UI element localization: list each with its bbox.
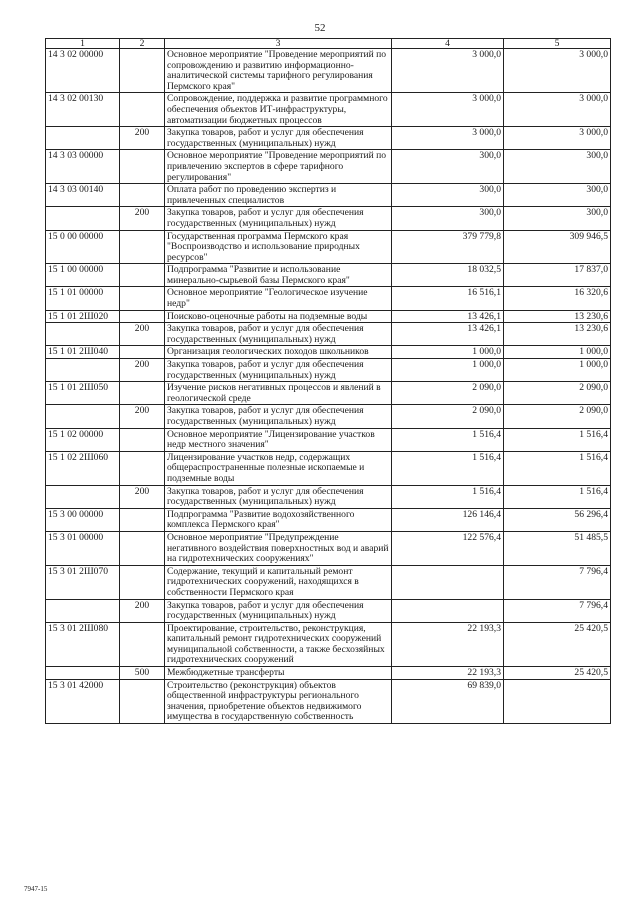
cell-code: 14 3 03 00140 [46, 184, 120, 207]
cell-expense-type: 200 [120, 599, 165, 622]
cell-expense-type: 200 [120, 485, 165, 508]
cell-expense-type [120, 93, 165, 127]
table-row [46, 428, 611, 451]
cell-expense-type [120, 264, 165, 287]
cell-name: Содержание, текущий и капитальный ремонт гидротехнических сооружений, находящихся в собственности Пермского края [165, 565, 392, 599]
cell-amount-year-2: 3 000,0 [504, 93, 611, 127]
table-row [46, 531, 611, 565]
cell-expense-type: 200 [120, 323, 165, 346]
cell-expense-type [120, 531, 165, 565]
cell-name: Основное мероприятие "Проведение мероприятий по сопровождению и развитию информационно-аналитической системы тарифного регулирования Пермского края" [165, 49, 392, 93]
cell-expense-type: 200 [120, 359, 165, 382]
cell-name: Государственная программа Пермского края "Воспроизводство и использование природных ресурсов" [165, 230, 392, 264]
cell-amount-year-1: 1 000,0 [392, 359, 504, 382]
cell-expense-type [120, 287, 165, 310]
cell-code: 15 3 00 00000 [46, 508, 120, 531]
cell-code: 15 1 01 2Ш050 [46, 382, 120, 405]
cell-amount-year-1: 3 000,0 [392, 93, 504, 127]
cell-amount-year-1: 300,0 [392, 184, 504, 207]
cell-expense-type [120, 679, 165, 723]
cell-amount-year-1: 22 193,3 [392, 667, 504, 680]
cell-amount-year-1: 1 516,4 [392, 451, 504, 485]
cell-code: 15 1 01 00000 [46, 287, 120, 310]
cell-name: Закупка товаров, работ и услуг для обеспечения государственных (муниципальных) нужд [165, 599, 392, 622]
cell-expense-type: 200 [120, 405, 165, 428]
cell-expense-type [120, 346, 165, 359]
table-row [46, 310, 611, 323]
table-row [46, 127, 611, 150]
budget-table [45, 38, 611, 724]
cell-code: 15 3 01 42000 [46, 679, 120, 723]
cell-name: Закупка товаров, работ и услуг для обеспечения государственных (муниципальных) нужд [165, 405, 392, 428]
cell-expense-type [120, 150, 165, 184]
cell-name: Изучение рисков негативных процессов и явлений в геологической среде [165, 382, 392, 405]
table-row [46, 485, 611, 508]
table-row [46, 323, 611, 346]
cell-amount-year-1: 122 576,4 [392, 531, 504, 565]
cell-expense-type: 200 [120, 127, 165, 150]
cell-expense-type: 500 [120, 667, 165, 680]
cell-code [46, 485, 120, 508]
table-row [46, 264, 611, 287]
footer-code: 7947-15 [24, 885, 48, 893]
cell-code [46, 323, 120, 346]
cell-code: 14 3 02 00000 [46, 49, 120, 93]
header-col-1: 1 [46, 39, 120, 49]
cell-expense-type [120, 428, 165, 451]
cell-amount-year-2: 1 516,4 [504, 451, 611, 485]
header-col-2: 2 [120, 39, 165, 49]
cell-expense-type [120, 230, 165, 264]
cell-name: Закупка товаров, работ и услуг для обеспечения государственных (муниципальных) нужд [165, 127, 392, 150]
cell-expense-type [120, 184, 165, 207]
cell-expense-type [120, 508, 165, 531]
cell-code [46, 207, 120, 230]
cell-amount-year-2: 25 420,5 [504, 667, 611, 680]
cell-name: Межбюджетные трансферты [165, 667, 392, 680]
cell-name: Основное мероприятие "Геологическое изучение недр" [165, 287, 392, 310]
cell-code: 15 3 01 2Ш080 [46, 622, 120, 666]
cell-code [46, 667, 120, 680]
cell-expense-type: 200 [120, 207, 165, 230]
cell-expense-type [120, 622, 165, 666]
table-body [46, 49, 611, 724]
cell-name: Закупка товаров, работ и услуг для обеспечения государственных (муниципальных) нужд [165, 207, 392, 230]
table-row [46, 150, 611, 184]
cell-amount-year-2: 1 516,4 [504, 485, 611, 508]
cell-amount-year-2: 1 000,0 [504, 346, 611, 359]
table-row [46, 346, 611, 359]
cell-name: Лицензирование участков недр, содержащих общераспространенные полезные ископаемые и подземные воды [165, 451, 392, 485]
header-col-5: 5 [504, 39, 611, 49]
cell-amount-year-1: 1 516,4 [392, 485, 504, 508]
table-row [46, 667, 611, 680]
cell-amount-year-2: 13 230,6 [504, 323, 611, 346]
cell-amount-year-1: 69 839,0 [392, 679, 504, 723]
cell-code: 14 3 03 00000 [46, 150, 120, 184]
cell-name: Организация геологических походов школьников [165, 346, 392, 359]
cell-amount-year-2: 56 296,4 [504, 508, 611, 531]
table-row [46, 93, 611, 127]
cell-name: Подпрограмма "Развитие водохозяйственного комплекса Пермского края" [165, 508, 392, 531]
cell-code: 15 1 02 00000 [46, 428, 120, 451]
cell-code: 15 3 01 00000 [46, 531, 120, 565]
cell-amount-year-1 [392, 565, 504, 599]
table-row [46, 287, 611, 310]
cell-amount-year-2: 3 000,0 [504, 49, 611, 93]
cell-name: Подпрограмма "Развитие и использование минерально-сырьевой базы Пермского края" [165, 264, 392, 287]
table-row [46, 405, 611, 428]
page-number: 52 [314, 22, 326, 34]
cell-amount-year-2: 2 090,0 [504, 405, 611, 428]
cell-amount-year-1: 300,0 [392, 207, 504, 230]
cell-amount-year-1: 16 516,1 [392, 287, 504, 310]
table-row [46, 622, 611, 666]
cell-code [46, 599, 120, 622]
cell-amount-year-2: 300,0 [504, 184, 611, 207]
cell-amount-year-2: 25 420,5 [504, 622, 611, 666]
cell-amount-year-2: 309 946,5 [504, 230, 611, 264]
cell-amount-year-1: 126 146,4 [392, 508, 504, 531]
cell-amount-year-1: 13 426,1 [392, 323, 504, 346]
cell-name: Основное мероприятие "Лицензирование участков недр местного значения" [165, 428, 392, 451]
table-row [46, 599, 611, 622]
table-row [46, 49, 611, 93]
cell-amount-year-2: 1 000,0 [504, 359, 611, 382]
cell-name: Поисково-оценочные работы на подземные воды [165, 310, 392, 323]
cell-amount-year-1: 379 779,8 [392, 230, 504, 264]
cell-amount-year-1: 2 090,0 [392, 405, 504, 428]
cell-name: Закупка товаров, работ и услуг для обеспечения государственных (муниципальных) нужд [165, 485, 392, 508]
table-row [46, 207, 611, 230]
table-row [46, 451, 611, 485]
cell-expense-type [120, 382, 165, 405]
cell-expense-type [120, 565, 165, 599]
cell-amount-year-2: 17 837,0 [504, 264, 611, 287]
cell-amount-year-2: 7 796,4 [504, 599, 611, 622]
cell-amount-year-2 [504, 679, 611, 723]
table-row [46, 230, 611, 264]
cell-code: 15 3 01 2Ш070 [46, 565, 120, 599]
cell-code [46, 127, 120, 150]
table-row [46, 565, 611, 599]
cell-name: Сопровождение, поддержка и развитие программного обеспечения объектов ИТ-инфраструктуры, автоматизации бюджетных процессов [165, 93, 392, 127]
cell-amount-year-2: 51 485,5 [504, 531, 611, 565]
table-header-row [46, 39, 611, 49]
cell-name: Строительство (реконструкция) объектов общественной инфраструктуры регионального значения, приобретение объектов недвижимого имущества в государственную собственность [165, 679, 392, 723]
cell-amount-year-1: 18 032,5 [392, 264, 504, 287]
header-col-3: 3 [165, 39, 392, 49]
cell-amount-year-1: 22 193,3 [392, 622, 504, 666]
cell-code: 15 0 00 00000 [46, 230, 120, 264]
cell-amount-year-1 [392, 599, 504, 622]
cell-name: Оплата работ по проведению экспертиз и привлеченных специалистов [165, 184, 392, 207]
cell-amount-year-2: 16 320,6 [504, 287, 611, 310]
cell-code: 15 1 00 00000 [46, 264, 120, 287]
cell-amount-year-2: 3 000,0 [504, 127, 611, 150]
cell-expense-type [120, 310, 165, 323]
cell-code: 15 1 01 2Ш040 [46, 346, 120, 359]
table-row [46, 184, 611, 207]
cell-amount-year-2: 300,0 [504, 150, 611, 184]
cell-amount-year-1: 2 090,0 [392, 382, 504, 405]
table-row [46, 508, 611, 531]
cell-name: Основное мероприятие "Проведение мероприятий по привлечению экспертов в сфере тарифного регулирования" [165, 150, 392, 184]
table-row [46, 382, 611, 405]
cell-code: 15 1 01 2Ш020 [46, 310, 120, 323]
table-row [46, 359, 611, 382]
cell-expense-type [120, 451, 165, 485]
cell-amount-year-1: 3 000,0 [392, 127, 504, 150]
cell-amount-year-2: 300,0 [504, 207, 611, 230]
cell-amount-year-1: 1 000,0 [392, 346, 504, 359]
cell-name: Проектирование, строительство, реконструкция, капитальный ремонт гидротехнических сооружений муниципальной собственности, а также бесхозяйных гидротехнических сооружений [165, 622, 392, 666]
cell-code: 14 3 02 00130 [46, 93, 120, 127]
cell-code [46, 405, 120, 428]
cell-amount-year-1: 3 000,0 [392, 49, 504, 93]
cell-expense-type [120, 49, 165, 93]
cell-amount-year-2: 2 090,0 [504, 382, 611, 405]
table-row [46, 679, 611, 723]
cell-amount-year-2: 1 516,4 [504, 428, 611, 451]
cell-amount-year-1: 1 516,4 [392, 428, 504, 451]
cell-amount-year-2: 13 230,6 [504, 310, 611, 323]
cell-amount-year-1: 13 426,1 [392, 310, 504, 323]
cell-amount-year-1: 300,0 [392, 150, 504, 184]
cell-amount-year-2: 7 796,4 [504, 565, 611, 599]
cell-name: Основное мероприятие "Предупреждение негативного воздействия поверхностных вод и аварий на гидротехнических сооружениях" [165, 531, 392, 565]
cell-code: 15 1 02 2Ш060 [46, 451, 120, 485]
header-col-4: 4 [392, 39, 504, 49]
cell-name: Закупка товаров, работ и услуг для обеспечения государственных (муниципальных) нужд [165, 359, 392, 382]
cell-name: Закупка товаров, работ и услуг для обеспечения государственных (муниципальных) нужд [165, 323, 392, 346]
cell-code [46, 359, 120, 382]
